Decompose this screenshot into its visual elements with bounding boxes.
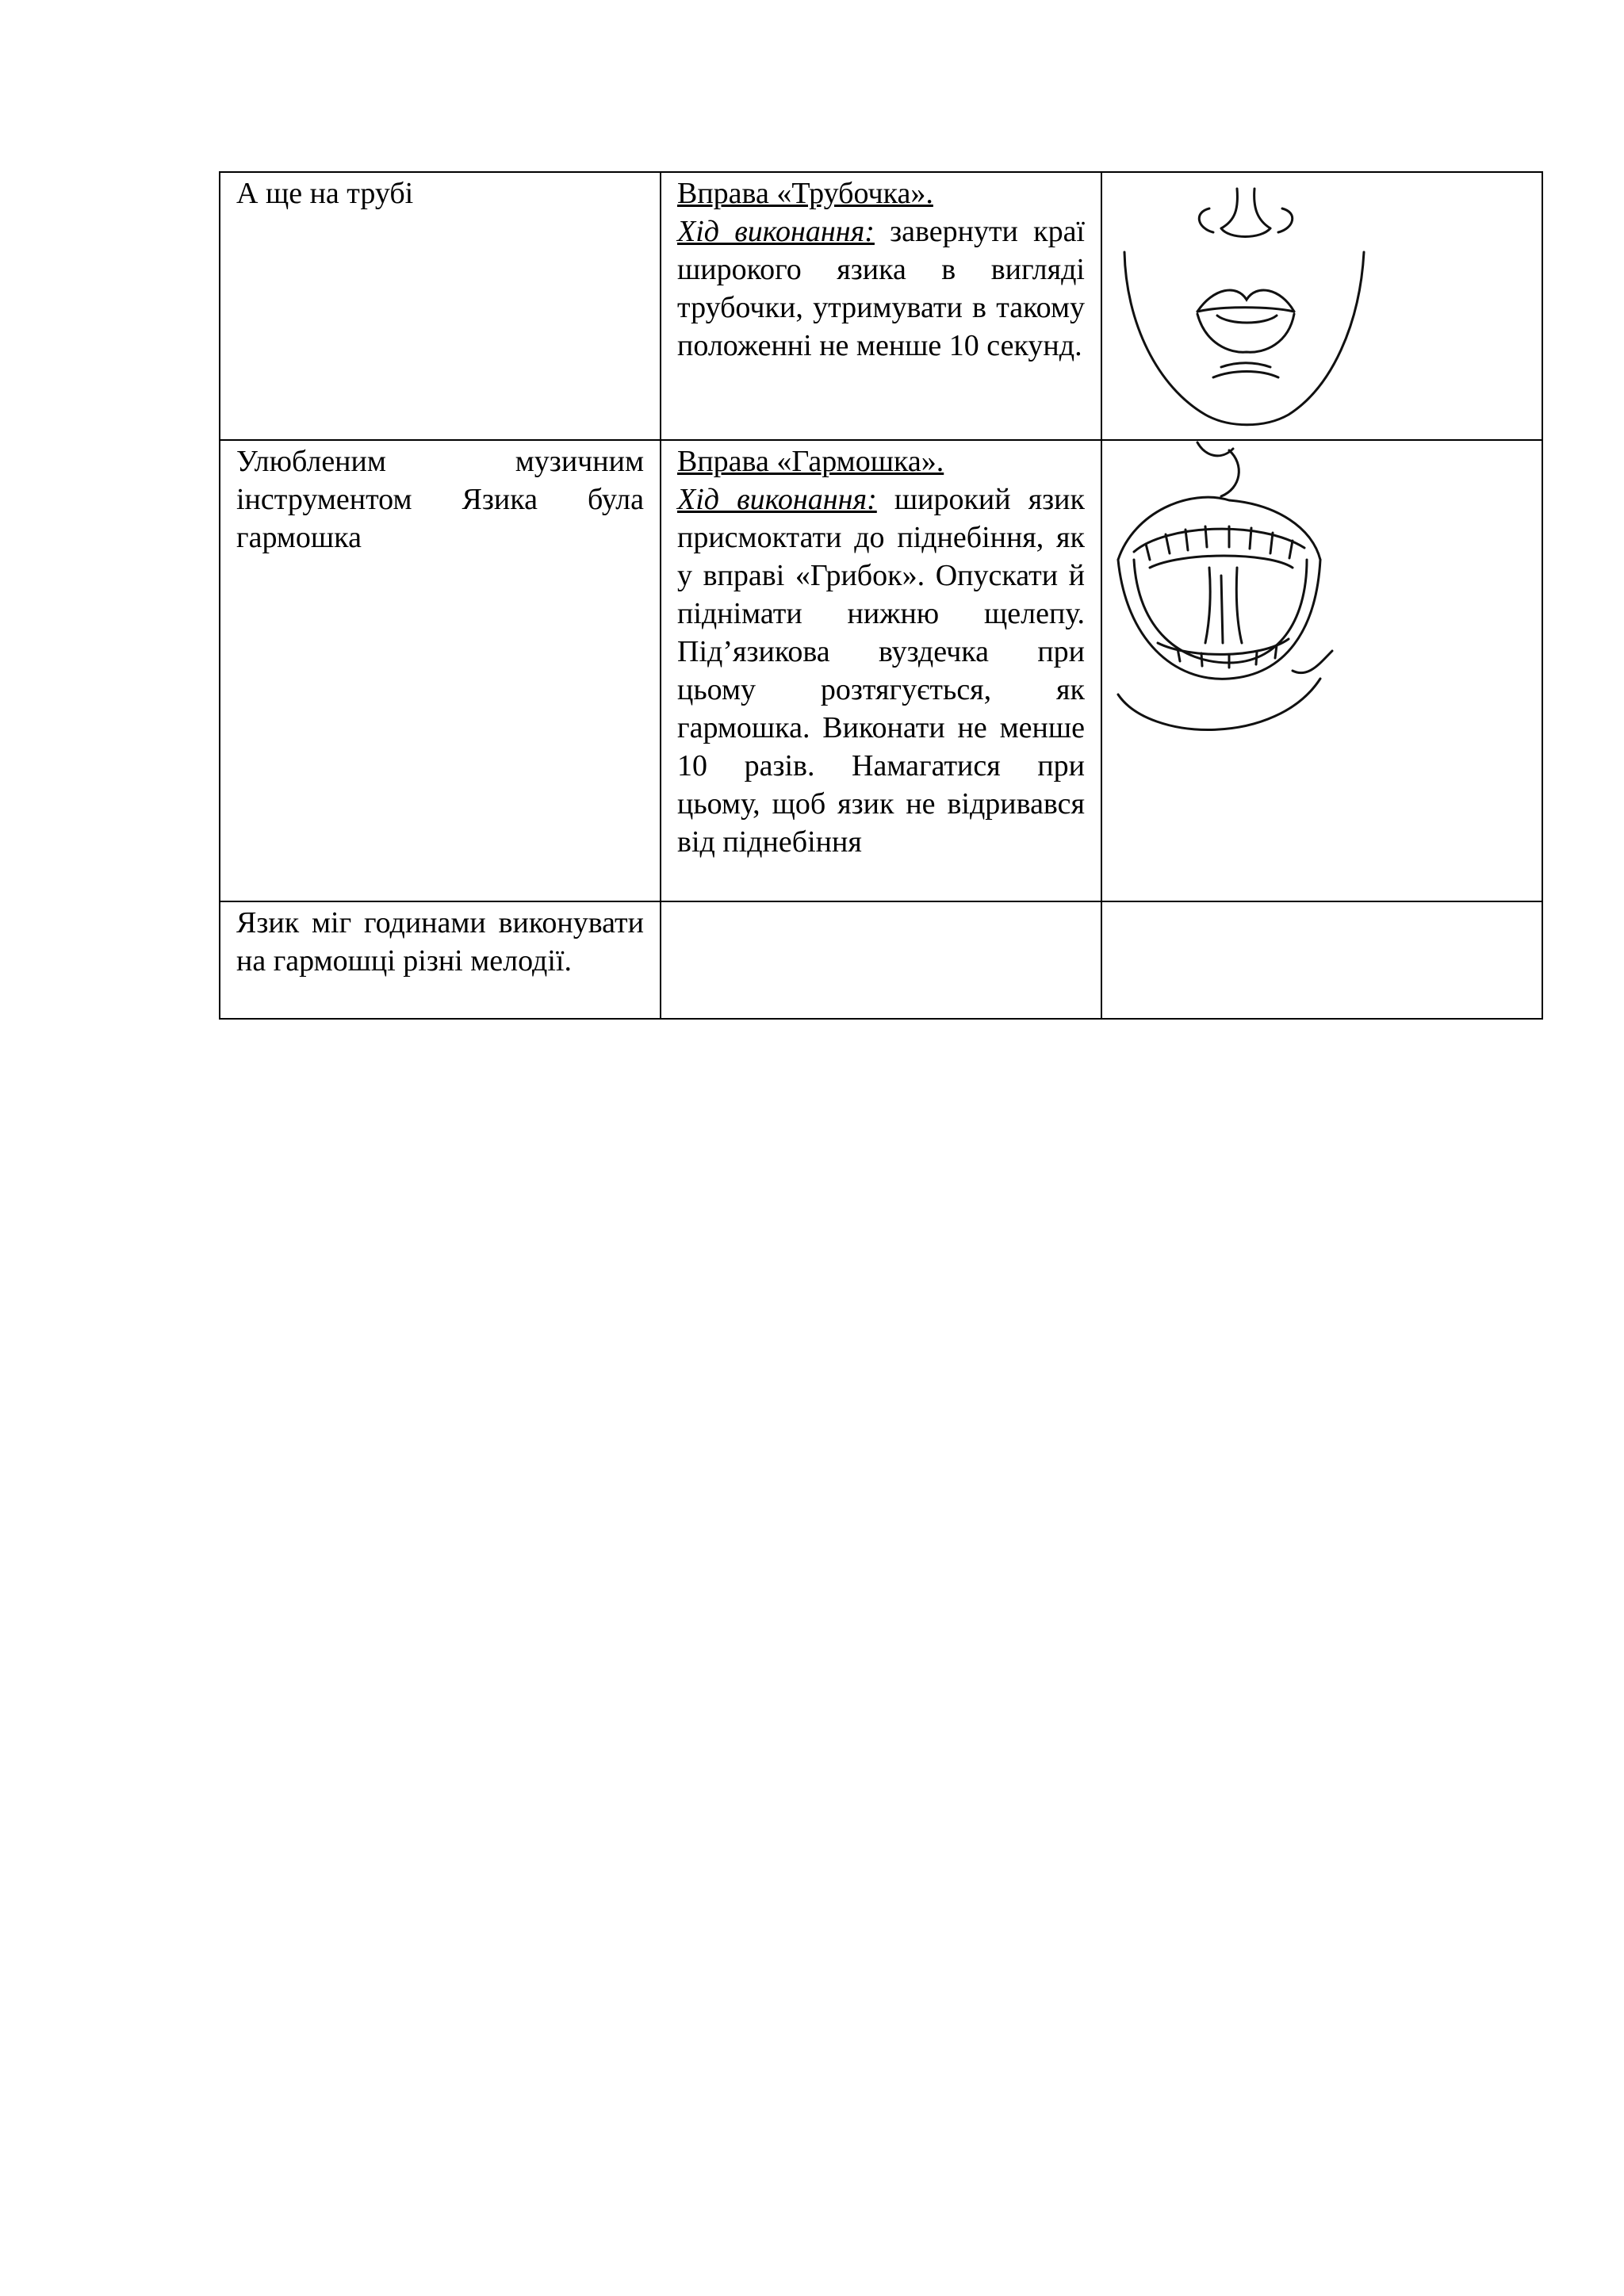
exercise-title: Вправа «Трубочка».	[677, 177, 933, 210]
story-cell	[220, 440, 661, 901]
lips-tube-illustration	[1102, 173, 1388, 434]
howto-label: Хід виконання:	[677, 483, 877, 516]
illustration-cell	[1101, 172, 1542, 440]
story-text: Улюбленим музичним інструментом Язика була гармошка	[236, 445, 644, 554]
open-mouth-harmonica-illustration	[1102, 441, 1340, 758]
exercise-cell	[661, 172, 1101, 440]
exercise-cell	[661, 440, 1101, 901]
exercise-cell	[661, 901, 1101, 1019]
exercise-instructions: широкий язик присмоктати до піднебіння, як у вправі «Грибок». Опускати й піднімати нижню щелепу. Під’язикова вуздечка при цьому розтягується, як гармошка. Виконати не менше 10 разів. Намагатися при цьому, щоб язик не відривався від піднебіння	[677, 483, 1085, 859]
illustration-cell	[1101, 901, 1542, 1019]
table-row	[220, 901, 1542, 1019]
story-cell	[220, 172, 661, 440]
story-cell	[220, 901, 661, 1019]
illustration-cell	[1101, 440, 1542, 901]
table-row	[220, 440, 1542, 901]
howto-label: Хід виконання:	[677, 215, 875, 248]
story-text: А ще на трубі	[236, 177, 414, 210]
table-row	[220, 172, 1542, 440]
exercise-title: Вправа «Гармошка».	[677, 445, 944, 478]
exercise-instructions: завернути краї широкого язика в вигляді трубочки, утримувати в такому положенні не менше 10 секунд.	[677, 215, 1085, 362]
story-text: Язик міг годинами виконувати на гармошці різні мелодії.	[236, 906, 644, 978]
exercise-table	[219, 171, 1543, 1020]
